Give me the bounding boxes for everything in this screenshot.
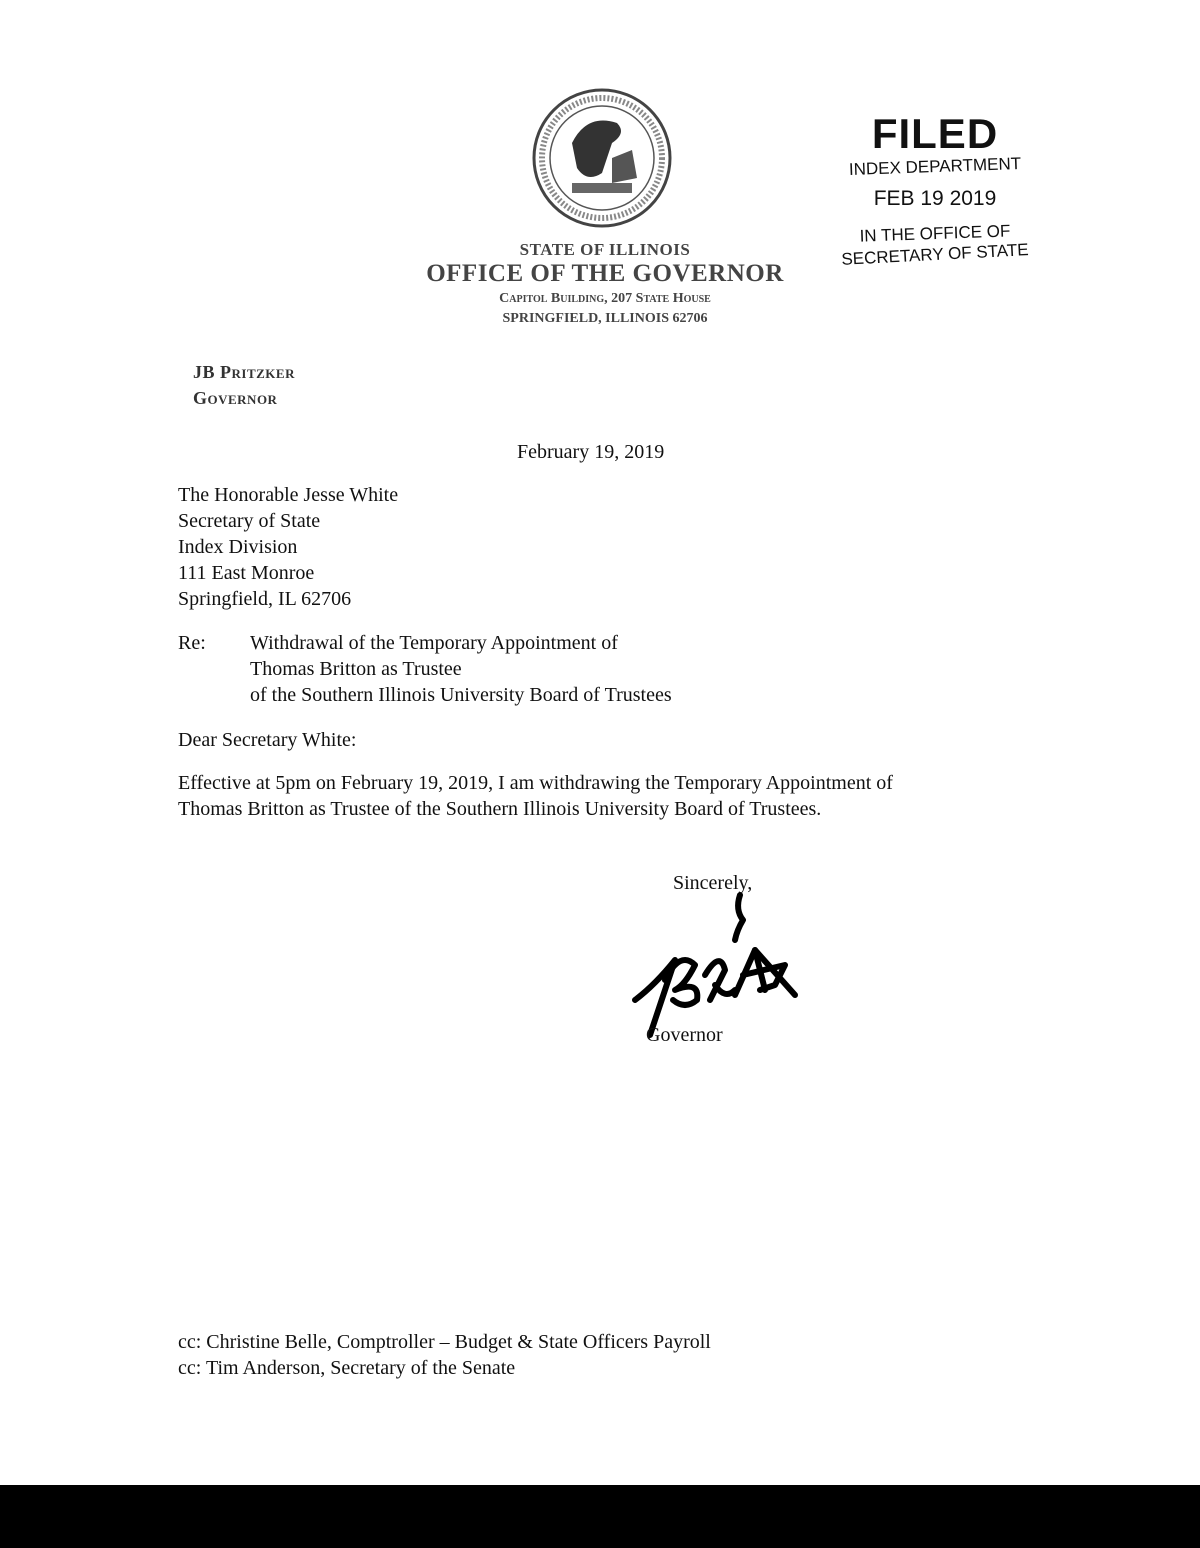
filed-stamp-department: INDEX DEPARTMENT — [848, 154, 1022, 180]
re-line: Withdrawal of the Temporary Appointment of — [250, 632, 618, 654]
letter-date: February 19, 2019 — [517, 441, 665, 463]
bottom-black-bar — [0, 1485, 1200, 1548]
signature-title: Governor — [646, 1024, 723, 1046]
re-label: Re: — [178, 632, 206, 654]
salutation: Dear Secretary White: — [178, 729, 357, 751]
letterhead-city: SPRINGFIELD, ILLINOIS 62706 — [502, 311, 708, 326]
recipient-line: Springfield, IL 62706 — [178, 588, 352, 610]
re-line: of the Southern Illinois University Board of Trustees — [250, 684, 672, 706]
recipient-line: Secretary of State — [178, 510, 321, 532]
letterhead-address: Capitol Building, 207 State House — [499, 291, 711, 306]
closing: Sincerely, — [673, 872, 753, 894]
body-line: Thomas Britton as Trustee of the Southern Illinois University Board of Trustees. — [178, 798, 822, 820]
letterhead-office: OFFICE OF THE GOVERNOR — [426, 260, 784, 287]
recipient-line: Index Division — [178, 536, 298, 558]
cc-line: cc: Christine Belle, Comptroller – Budget & State Officers Payroll — [178, 1331, 711, 1353]
recipient-line: 111 East Monroe — [178, 562, 315, 584]
signature — [625, 890, 805, 1040]
filed-stamp-line2: SECRETARY OF STATE — [840, 240, 1030, 269]
cc-line: cc: Tim Anderson, Secretary of the Senate — [178, 1357, 516, 1379]
recipient-address — [178, 482, 398, 612]
re-line: Thomas Britton as Trustee — [250, 658, 462, 680]
letter-body — [178, 770, 893, 822]
filed-stamp-date: FEB 19 2019 — [873, 187, 997, 210]
filed-stamp-title: FILED — [871, 110, 999, 157]
state-seal-icon — [532, 88, 672, 228]
sender-title: Governor — [193, 388, 278, 408]
filed-stamp-line1: IN THE OFFICE OF — [859, 221, 1011, 246]
cc-list — [178, 1329, 711, 1381]
recipient-line: The Honorable Jesse White — [178, 484, 399, 506]
re-subject — [250, 630, 672, 708]
letterhead-state: STATE OF ILLINOIS — [519, 240, 691, 259]
sender-name: JB Pritzker — [193, 362, 295, 382]
body-line: Effective at 5pm on February 19, 2019, I am withdrawing the Temporary Appointment of — [178, 772, 893, 794]
